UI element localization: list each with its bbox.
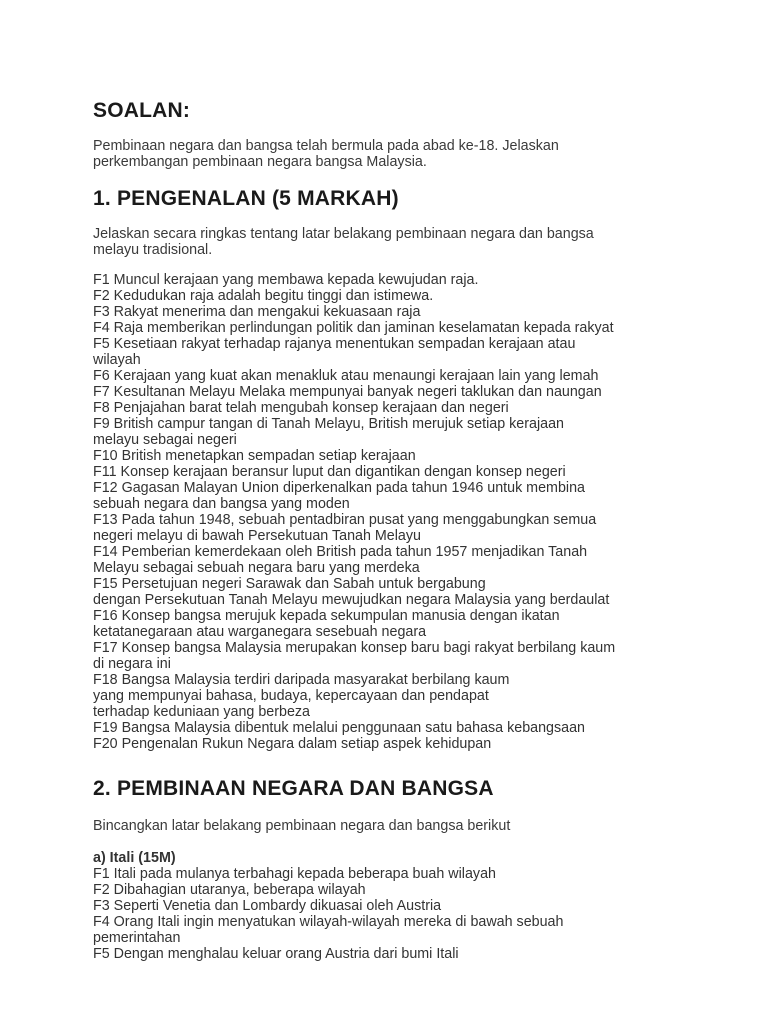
section2-subheading: a) Itali (15M) [93,850,176,866]
point-line: di negara ini [93,656,171,672]
section1-heading: 1. PENGENALAN (5 MARKAH) [93,187,399,210]
point-line: F6 Kerajaan yang kuat akan menakluk atau menaungi kerajaan lain yang lemah [93,368,599,384]
point-line: F18 Bangsa Malaysia terdiri daripada masyarakat berbilang kaum [93,672,510,688]
point-line: melayu sebagai negeri [93,432,237,448]
soalan-text-line: perkembangan pembinaan negara bangsa Malaysia. [93,154,427,170]
section1-intro [93,226,688,258]
point-line: F15 Persetujuan negeri Sarawak dan Sabah untuk bergabung [93,576,486,592]
section2-intro: Bincangkan latar belakang pembinaan negara dan bangsa berikut [93,818,511,834]
section2-heading: 2. PEMBINAAN NEGARA DAN BANGSA [93,777,494,800]
point-line: F11 Konsep kerajaan beransur luput dan digantikan dengan konsep negeri [93,464,566,480]
point-line: F5 Dengan menghalau keluar orang Austria dari bumi Itali [93,946,459,962]
point-line: yang mempunyai bahasa, budaya, kepercayaan dan pendapat [93,688,489,704]
point-line: F14 Pemberian kemerdekaan oleh British pada tahun 1957 menjadikan Tanah [93,544,588,560]
point-line: F7 Kesultanan Melayu Melaka mempunyai banyak negeri taklukan dan naungan [93,384,602,400]
point-line: Melayu sebagai sebuah negara baru yang merdeka [93,560,420,576]
point-line: F19 Bangsa Malaysia dibentuk melalui penggunaan satu bahasa kebangsaan [93,720,586,736]
point-line: dengan Persekutuan Tanah Melayu mewujudkan negara Malaysia yang berdaulat [93,592,610,608]
section1-intro-line: Jelaskan secara ringkas tentang latar belakang pembinaan negara dan bangsa [93,226,594,242]
soalan-heading: SOALAN: [93,99,191,122]
point-line: F8 Penjajahan barat telah mengubah konsep kerajaan dan negeri [93,400,509,416]
point-line: pemerintahan [93,930,181,946]
point-line: F1 Itali pada mulanya terbahagi kepada beberapa buah wilayah [93,866,496,882]
point-line: terhadap keduniaan yang berbeza [93,704,311,720]
soalan-text [93,138,688,170]
section1-intro-line: melayu tradisional. [93,242,213,258]
point-line: F5 Kesetiaan rakyat terhadap rajanya menentukan sempadan kerajaan atau [93,336,576,352]
point-line: F1 Muncul kerajaan yang membawa kepada kewujudan raja. [93,272,479,288]
point-line: F4 Orang Itali ingin menyatukan wilayah-wilayah mereka di bawah sebuah [93,914,564,930]
point-line: wilayah [93,352,141,368]
point-line: F10 British menetapkan sempadan setiap kerajaan [93,448,416,464]
point-line: F12 Gagasan Malayan Union diperkenalkan pada tahun 1946 untuk membina [93,480,585,496]
point-line: F9 British campur tangan di Tanah Melayu, British merujuk setiap kerajaan [93,416,564,432]
point-line: negeri melayu di bawah Persekutuan Tanah Melayu [93,528,421,544]
section2-points [93,866,688,962]
point-line: F2 Dibahagian utaranya, beberapa wilayah [93,882,366,898]
point-line: F3 Rakyat menerima dan mengakui kekuasaan raja [93,304,421,320]
point-line: F3 Seperti Venetia dan Lombardy dikuasai oleh Austria [93,898,442,914]
point-line: F2 Kedudukan raja adalah begitu tinggi dan istimewa. [93,288,434,304]
soalan-text-line: Pembinaan negara dan bangsa telah bermula pada abad ke-18. Jelaskan [93,138,559,154]
point-line: F16 Konsep bangsa merujuk kepada sekumpulan manusia dengan ikatan [93,608,560,624]
point-line: F17 Konsep bangsa Malaysia merupakan konsep baru bagi rakyat berbilang kaum [93,640,616,656]
section1-points [93,272,688,752]
point-line: F13 Pada tahun 1948, sebuah pentadbiran pusat yang menggabungkan semua [93,512,597,528]
point-line: F4 Raja memberikan perlindungan politik dan jaminan keselamatan kepada rakyat [93,320,614,336]
point-line: sebuah negara dan bangsa yang moden [93,496,350,512]
point-line: F20 Pengenalan Rukun Negara dalam setiap aspek kehidupan [93,736,492,752]
point-line: ketatanegaraan atau warganegara sesebuah negara [93,624,427,640]
